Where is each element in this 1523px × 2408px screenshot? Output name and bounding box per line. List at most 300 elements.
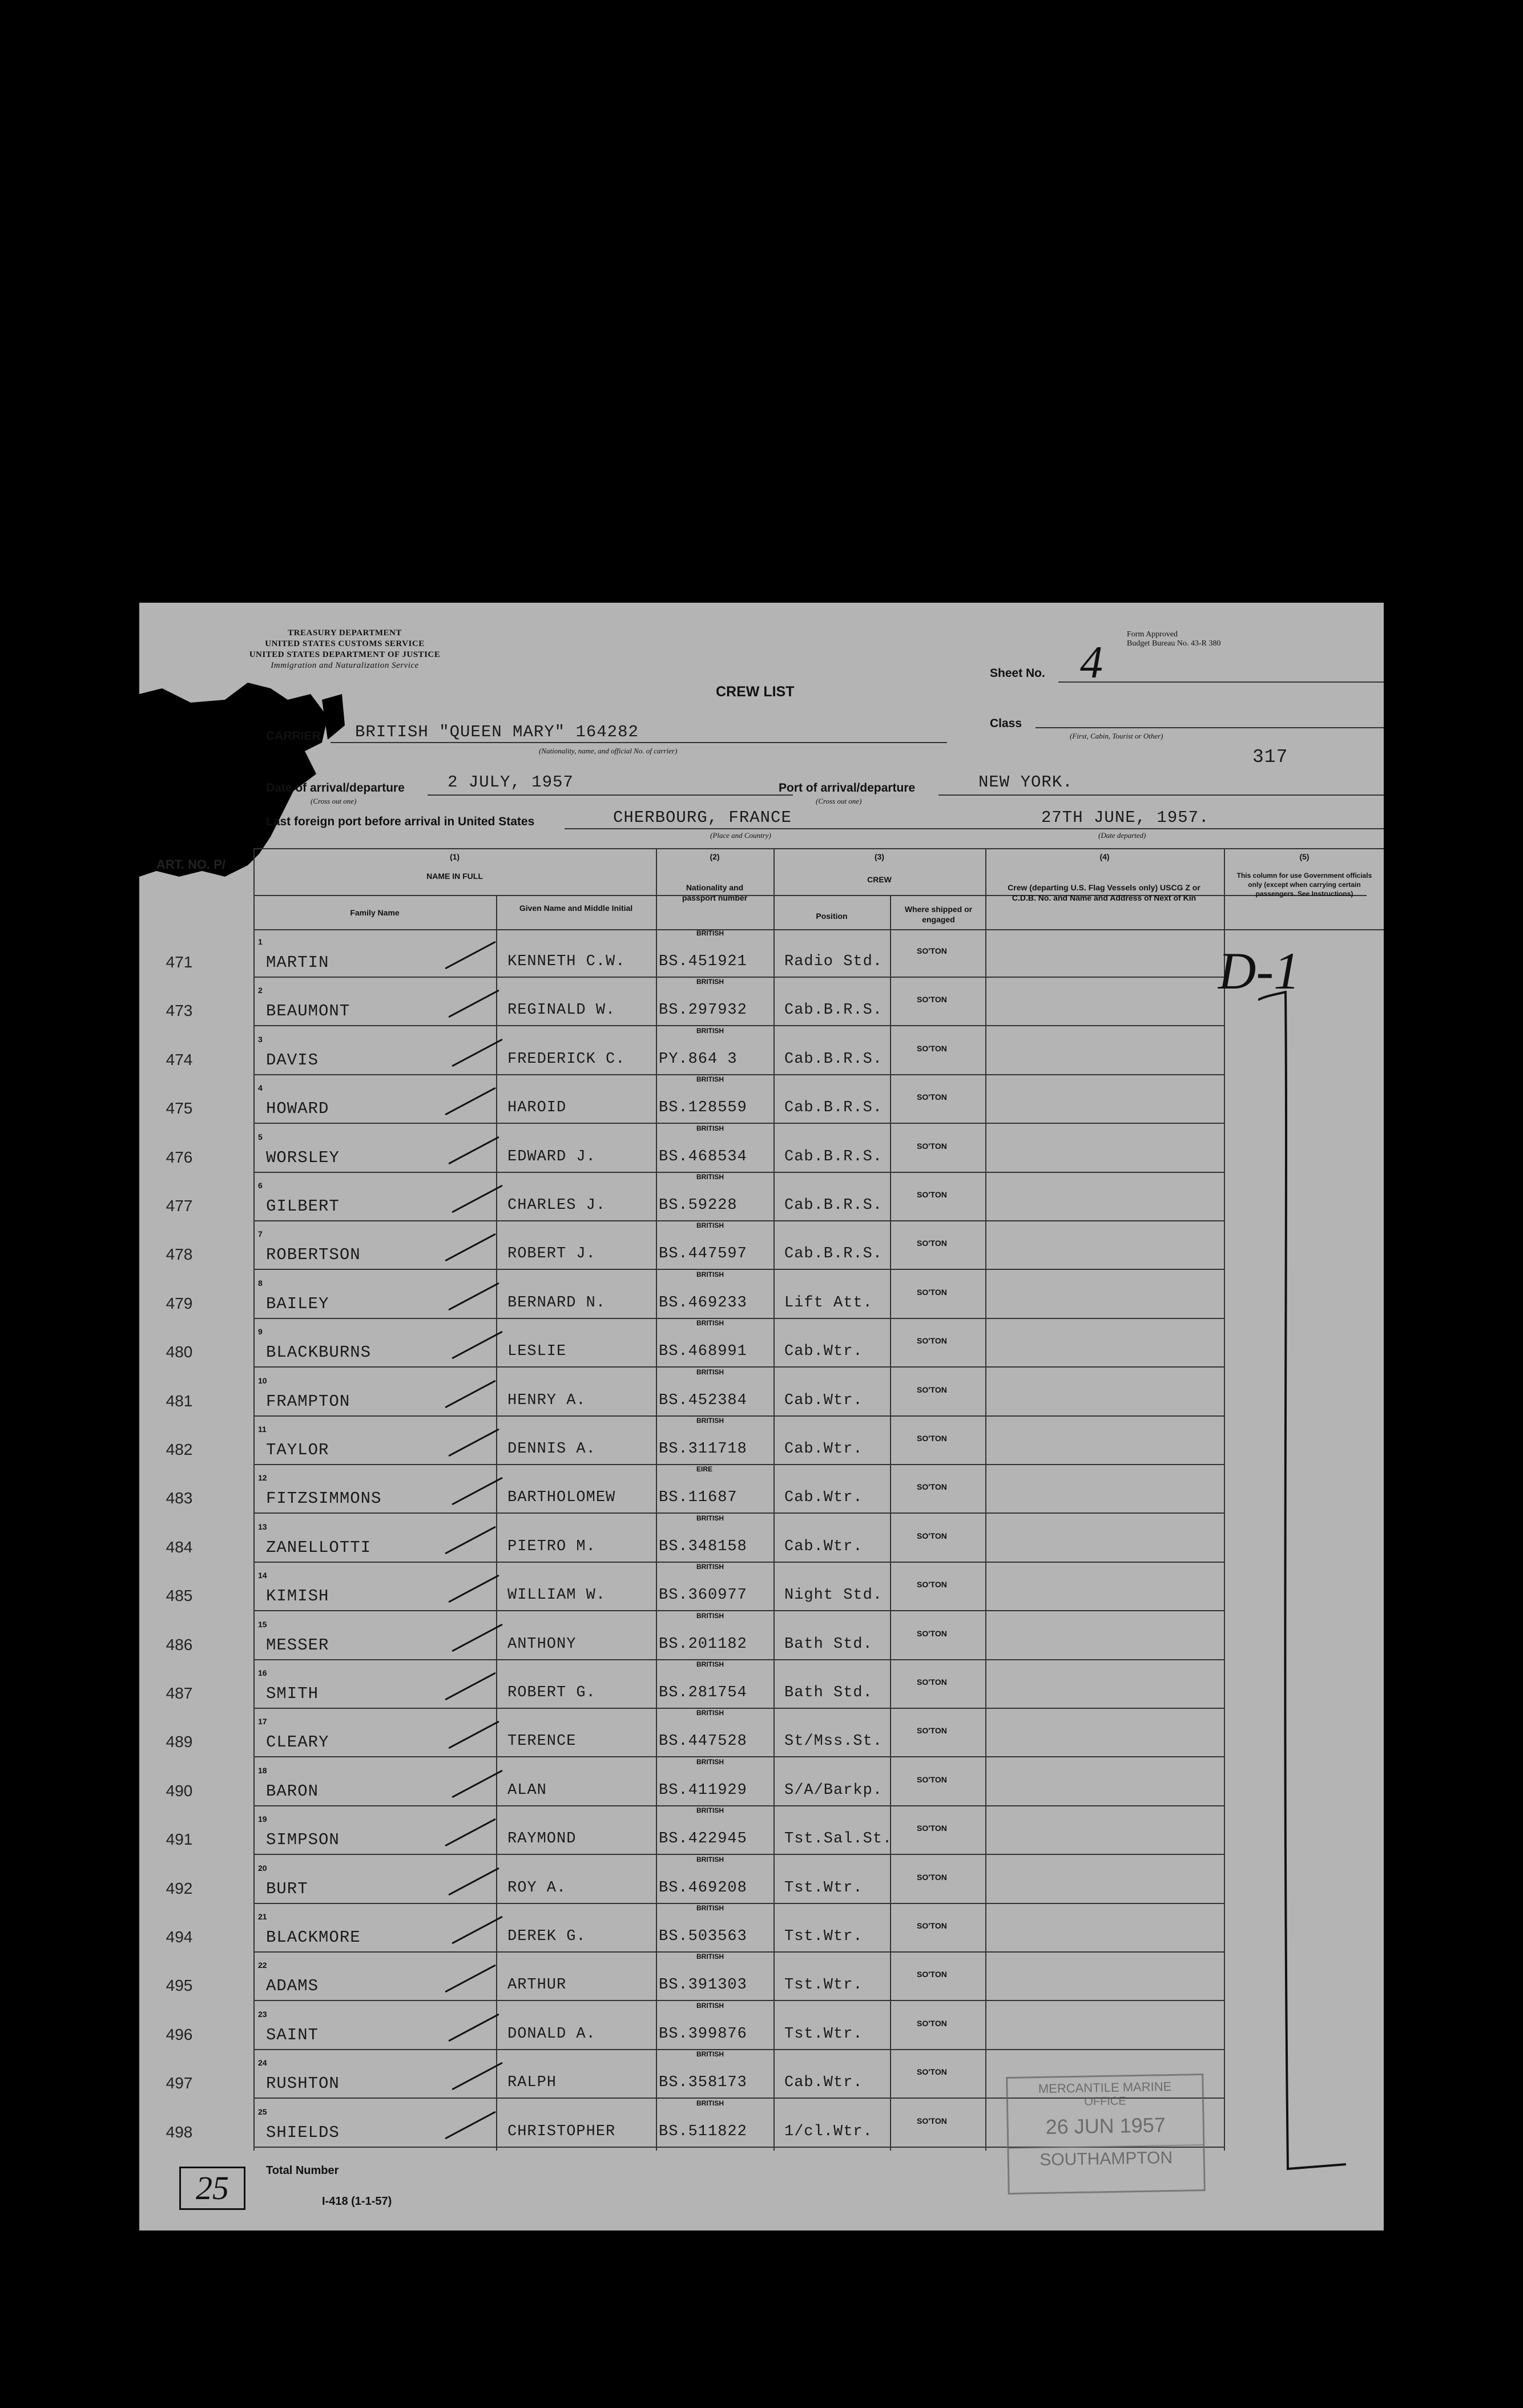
dept-line: Immigration and Naturalization Service bbox=[271, 661, 419, 670]
budget-bureau-text: Budget Bureau No. 43-R 380 bbox=[1127, 639, 1221, 648]
row-line-number: 15 bbox=[258, 1619, 267, 1629]
row-passport-number: BS.411929 bbox=[659, 1781, 747, 1799]
row-line-number: 25 bbox=[258, 2107, 267, 2116]
row-family-name: BARON bbox=[266, 1781, 319, 1801]
check-mark bbox=[445, 1965, 496, 1993]
department-header bbox=[208, 628, 482, 671]
row-passport-number: BS.59228 bbox=[659, 1197, 738, 1214]
table-row bbox=[139, 1319, 1384, 1367]
row-position: Cab.Wtr. bbox=[784, 1538, 863, 1555]
row-position: Bath Std. bbox=[784, 1635, 873, 1653]
table-row bbox=[139, 978, 1384, 1026]
row-nationality: BRITISH bbox=[696, 1660, 724, 1668]
col-crew: CREW bbox=[867, 875, 892, 884]
row-family-name: BURT bbox=[266, 1879, 308, 1898]
col-family-name: Family Name bbox=[350, 908, 400, 917]
row-art-number: 484 bbox=[166, 1538, 193, 1556]
table-row bbox=[139, 1514, 1384, 1562]
date-departed-value: 27TH JUNE, 1957. bbox=[1041, 808, 1210, 827]
row-family-name: FRAMPTON bbox=[266, 1391, 350, 1411]
row-line-number: 2 bbox=[258, 986, 263, 995]
row-given-name: FREDERICK C. bbox=[507, 1050, 626, 1068]
row-given-name: DENNIS A. bbox=[507, 1441, 596, 1458]
row-given-name: CHRISTOPHER bbox=[507, 2123, 616, 2140]
row-nationality: BRITISH bbox=[696, 1173, 724, 1181]
dept-line: UNITED STATES DEPARTMENT OF JUSTICE bbox=[249, 650, 441, 659]
row-passport-number: BS.348158 bbox=[659, 1538, 747, 1555]
row-nationality: BRITISH bbox=[696, 1806, 724, 1815]
col-gov-note: This column for use Government officials only (except when carrying certain passengers. See Instructions) bbox=[1236, 872, 1372, 898]
row-nationality: BRITISH bbox=[696, 1221, 724, 1230]
row-passport-number: PY.864 3 bbox=[659, 1050, 738, 1068]
row-art-number: 478 bbox=[166, 1245, 193, 1264]
row-given-name: PIETRO M. bbox=[507, 1538, 596, 1555]
row-passport-number: BS.311718 bbox=[659, 1441, 747, 1458]
last-port-value: CHERBOURG, FRANCE bbox=[613, 808, 792, 827]
place-hint: (Place and Country) bbox=[710, 831, 771, 840]
mercantile-marine-stamp bbox=[1006, 2074, 1206, 2195]
row-given-name: ROBERT J. bbox=[507, 1245, 596, 1263]
class-label: Class bbox=[990, 717, 1022, 730]
table-row bbox=[139, 1270, 1384, 1318]
row-given-name: HENRY A. bbox=[507, 1391, 586, 1409]
table-row bbox=[139, 1124, 1384, 1172]
col-4-number: (4) bbox=[1099, 852, 1110, 861]
row-where-shipped: SO'TON bbox=[917, 1043, 947, 1053]
row-given-name: REGINALD W. bbox=[507, 1002, 616, 1019]
row-line-number: 9 bbox=[258, 1327, 263, 1337]
table-row bbox=[139, 2002, 1384, 2050]
row-line-number: 22 bbox=[258, 1961, 267, 1970]
row-passport-number: BS.511822 bbox=[659, 2123, 747, 2140]
check-mark bbox=[452, 1038, 503, 1067]
row-where-shipped: SO'TON bbox=[917, 1628, 947, 1638]
date-value: 2 JULY, 1957 bbox=[448, 773, 574, 792]
row-position: Night Std. bbox=[784, 1587, 883, 1604]
row-nationality: BRITISH bbox=[696, 1026, 724, 1035]
row-position: Bath Std. bbox=[784, 1684, 873, 1701]
row-passport-number: BS.281754 bbox=[659, 1684, 747, 1701]
check-mark bbox=[448, 1136, 499, 1164]
row-given-name: RAYMOND bbox=[507, 1830, 577, 1848]
row-position: Lift Att. bbox=[784, 1294, 873, 1312]
row-art-number: 490 bbox=[166, 1781, 193, 1800]
row-family-name: SIMPSON bbox=[266, 1830, 340, 1850]
total-number-value: 25 bbox=[196, 2169, 229, 2207]
row-family-name: CLEARY bbox=[266, 1733, 329, 1752]
row-given-name: DONALD A. bbox=[507, 2025, 596, 2043]
date-crossout-hint: (Cross out one) bbox=[311, 797, 357, 805]
col-5-number: (5) bbox=[1299, 852, 1310, 861]
row-family-name: BLACKBURNS bbox=[266, 1343, 372, 1362]
check-mark bbox=[445, 1087, 496, 1116]
row-family-name: RUSHTON bbox=[266, 2074, 340, 2094]
row-passport-number: BS.468534 bbox=[659, 1148, 747, 1165]
row-position: Tst.Sal.St. bbox=[784, 1830, 893, 1848]
row-family-name: KIMISH bbox=[266, 1587, 329, 1606]
row-position: Cab.B.R.S. bbox=[784, 1099, 883, 1117]
row-where-shipped: SO'TON bbox=[917, 2067, 947, 2077]
table-row bbox=[139, 1953, 1384, 2000]
row-line-number: 12 bbox=[258, 1473, 267, 1483]
row-art-number: 474 bbox=[166, 1050, 193, 1068]
row-nationality: BRITISH bbox=[696, 929, 724, 937]
row-given-name: KENNETH C.W. bbox=[507, 953, 626, 970]
check-mark bbox=[445, 1233, 496, 1262]
sheet-label: Sheet No. bbox=[990, 667, 1045, 680]
row-line-number: 6 bbox=[258, 1181, 263, 1190]
check-mark bbox=[452, 2062, 503, 2091]
row-nationality: BRITISH bbox=[696, 978, 724, 986]
row-family-name: WORSLEY bbox=[266, 1148, 340, 1167]
row-passport-number: BS.447597 bbox=[659, 1245, 747, 1263]
row-art-number: 476 bbox=[166, 1148, 193, 1166]
row-passport-number: BS.201182 bbox=[659, 1635, 747, 1653]
row-where-shipped: SO'TON bbox=[917, 1921, 947, 1930]
row-family-name: ZANELLOTTI bbox=[266, 1538, 372, 1557]
form-id: I-418 (1-1-57) bbox=[322, 2195, 392, 2208]
row-line-number: 17 bbox=[258, 1717, 267, 1727]
form-title: CREW LIST bbox=[716, 684, 795, 700]
row-passport-number: BS.503563 bbox=[659, 1928, 747, 1945]
row-position: Tst.Wtr. bbox=[784, 1879, 863, 1897]
row-art-number: 475 bbox=[166, 1099, 193, 1118]
table-row bbox=[139, 1221, 1384, 1269]
check-mark bbox=[448, 1282, 499, 1310]
row-line-number: 16 bbox=[258, 1668, 267, 1677]
row-family-name: GILBERT bbox=[266, 1197, 340, 1216]
row-nationality: BRITISH bbox=[696, 1563, 724, 1571]
row-given-name: BARTHOLOMEW bbox=[507, 1489, 616, 1507]
check-mark bbox=[452, 1331, 503, 1360]
table-row bbox=[139, 1806, 1384, 1854]
row-nationality: BRITISH bbox=[696, 2050, 724, 2059]
row-nationality: BRITISH bbox=[696, 1417, 724, 1425]
row-art-number: 480 bbox=[166, 1343, 193, 1361]
row-line-number: 1 bbox=[258, 937, 263, 946]
row-given-name: WILLIAM W. bbox=[507, 1587, 606, 1604]
row-line-number: 19 bbox=[258, 1814, 267, 1824]
row-art-number: 471 bbox=[166, 953, 193, 971]
row-line-number: 13 bbox=[258, 1522, 267, 1531]
row-family-name: HOWARD bbox=[266, 1099, 329, 1119]
row-position: Cab.Wtr. bbox=[784, 1489, 863, 1507]
row-line-number: 14 bbox=[258, 1571, 267, 1580]
row-passport-number: BS.451921 bbox=[659, 953, 747, 970]
row-art-number: 496 bbox=[166, 2025, 193, 2043]
row-line-number: 10 bbox=[258, 1376, 267, 1385]
row-nationality: BRITISH bbox=[696, 2001, 724, 2010]
col-name-in-full: NAME IN FULL bbox=[426, 872, 483, 881]
stamp-line-1: MERCANTILE MARINE bbox=[1038, 2079, 1172, 2096]
carrier-label: CARRIER bbox=[266, 729, 321, 743]
row-position: Cab.Wtr. bbox=[784, 1441, 863, 1458]
row-given-name: LESLIE bbox=[507, 1343, 567, 1361]
check-mark bbox=[445, 1526, 496, 1554]
page-number: 317 bbox=[1252, 747, 1288, 768]
table-row bbox=[139, 1612, 1384, 1660]
row-nationality: BRITISH bbox=[696, 1904, 724, 1912]
row-where-shipped: SO'TON bbox=[917, 1580, 947, 1590]
row-passport-number: BS.469233 bbox=[659, 1294, 747, 1312]
check-mark bbox=[448, 990, 499, 1018]
row-position: St/Mss.St. bbox=[784, 1733, 883, 1750]
row-family-name: ROBERTSON bbox=[266, 1245, 361, 1265]
table-row bbox=[139, 929, 1384, 977]
table-row bbox=[139, 1904, 1384, 1952]
row-where-shipped: SO'TON bbox=[917, 946, 947, 955]
check-mark bbox=[452, 1769, 503, 1798]
row-given-name: ROBERT G. bbox=[507, 1684, 596, 1701]
table-row bbox=[139, 1075, 1384, 1123]
row-nationality: BRITISH bbox=[696, 1757, 724, 1766]
row-line-number: 11 bbox=[258, 1425, 267, 1434]
row-line-number: 8 bbox=[258, 1278, 263, 1288]
col5-annotation: D-1 bbox=[1218, 942, 1300, 1000]
row-where-shipped: SO'TON bbox=[917, 1092, 947, 1102]
row-passport-number: BS.360977 bbox=[659, 1587, 747, 1604]
table-row bbox=[139, 1856, 1384, 1903]
row-nationality: BRITISH bbox=[696, 1124, 724, 1132]
date-departed-hint: (Date departed) bbox=[1098, 831, 1146, 840]
row-where-shipped: SO'TON bbox=[917, 1677, 947, 1687]
row-where-shipped: SO'TON bbox=[917, 1824, 947, 1833]
sheet-number: 4 bbox=[1080, 638, 1103, 688]
row-given-name: TERENCE bbox=[507, 1733, 577, 1750]
row-art-number: 491 bbox=[166, 1830, 193, 1849]
stamp-line-2: OFFICE bbox=[1084, 2095, 1126, 2108]
table-row bbox=[139, 1563, 1384, 1611]
row-where-shipped: SO'TON bbox=[917, 1482, 947, 1492]
table-row bbox=[139, 1660, 1384, 1708]
row-art-number: 485 bbox=[166, 1587, 193, 1605]
row-position: Tst.Wtr. bbox=[784, 1977, 863, 1994]
row-family-name: SAINT bbox=[266, 2025, 319, 2044]
row-art-number: 492 bbox=[166, 1879, 193, 1897]
row-where-shipped: SO'TON bbox=[917, 1287, 947, 1297]
table-row bbox=[139, 1709, 1384, 1757]
row-nationality: BRITISH bbox=[696, 1855, 724, 1864]
table-row bbox=[139, 1027, 1384, 1075]
col5-ditto-line bbox=[1258, 991, 1349, 2178]
row-nationality: BRITISH bbox=[696, 1514, 724, 1522]
row-art-number: 477 bbox=[166, 1197, 193, 1215]
row-family-name: BAILEY bbox=[266, 1294, 329, 1313]
row-given-name: BERNARD N. bbox=[507, 1294, 606, 1312]
form-approved bbox=[1127, 630, 1220, 648]
port-label: Port of arrival/departure bbox=[779, 781, 916, 794]
crew-list-document bbox=[139, 603, 1384, 2230]
dept-line: UNITED STATES CUSTOMS SERVICE bbox=[265, 639, 425, 648]
row-position: Tst.Wtr. bbox=[784, 1928, 863, 1945]
row-art-number: 495 bbox=[166, 1977, 193, 1995]
row-position: Cab.Wtr. bbox=[784, 1343, 863, 1361]
check-mark bbox=[445, 1818, 496, 1847]
row-passport-number: BS.468991 bbox=[659, 1343, 747, 1361]
check-mark bbox=[448, 1867, 499, 1895]
row-given-name: ROY A. bbox=[507, 1879, 567, 1897]
dept-line: TREASURY DEPARTMENT bbox=[288, 628, 402, 638]
port-value: NEW YORK. bbox=[978, 773, 1073, 792]
row-where-shipped: SO'TON bbox=[917, 1726, 947, 1736]
col-2-number: (2) bbox=[710, 852, 720, 861]
row-nationality: BRITISH bbox=[696, 1709, 724, 1717]
row-where-shipped: SO'TON bbox=[917, 1872, 947, 1882]
table-row bbox=[139, 1417, 1384, 1465]
row-nationality: BRITISH bbox=[696, 1075, 724, 1084]
check-mark bbox=[452, 1623, 503, 1652]
row-line-number: 20 bbox=[258, 1863, 267, 1873]
check-mark bbox=[452, 1185, 503, 1213]
row-given-name: EDWARD J. bbox=[507, 1148, 596, 1165]
row-where-shipped: SO'TON bbox=[917, 1336, 947, 1346]
row-passport-number: BS.452384 bbox=[659, 1391, 747, 1409]
row-art-number: 494 bbox=[166, 1928, 193, 1946]
row-passport-number: BS.11687 bbox=[659, 1489, 738, 1507]
row-art-number: 482 bbox=[166, 1441, 193, 1458]
row-nationality: BRITISH bbox=[696, 1611, 724, 1620]
row-given-name: DEREK G. bbox=[507, 1928, 586, 1945]
row-nationality: BRITISH bbox=[696, 1319, 724, 1328]
row-position: S/A/Barkp. bbox=[784, 1781, 883, 1799]
row-where-shipped: SO'TON bbox=[917, 2116, 947, 2125]
row-art-number: 489 bbox=[166, 1733, 193, 1751]
table-row bbox=[139, 1173, 1384, 1221]
row-family-name: TAYLOR bbox=[266, 1441, 329, 1459]
row-given-name: HAROID bbox=[507, 1099, 567, 1117]
row-where-shipped: SO'TON bbox=[917, 1190, 947, 1199]
carrier-hint: (Nationality, name, and official No. of carrier) bbox=[539, 747, 678, 755]
row-line-number: 18 bbox=[258, 1765, 267, 1775]
col-crew-note: Crew (departing U.S. Flag Vessels only) USCG Z or C.D.B. No. and Name and Address of Next of Kin bbox=[1008, 883, 1200, 902]
row-given-name: CHARLES J. bbox=[507, 1197, 606, 1214]
row-passport-number: BS.297932 bbox=[659, 1002, 747, 1019]
row-given-name: ARTHUR bbox=[507, 1977, 567, 1994]
col-nationality: Nationality and passport number bbox=[682, 883, 748, 902]
row-where-shipped: SO'TON bbox=[917, 2018, 947, 2028]
row-family-name: FITZSIMMONS bbox=[266, 1489, 382, 1508]
row-position: Cab.B.R.S. bbox=[784, 1197, 883, 1214]
check-mark bbox=[445, 941, 496, 970]
check-mark bbox=[452, 1916, 503, 1945]
row-passport-number: BS.358173 bbox=[659, 2074, 747, 2092]
row-art-number: 498 bbox=[166, 2123, 193, 2141]
row-family-name: SHIELDS bbox=[266, 2123, 340, 2142]
row-where-shipped: SO'TON bbox=[917, 1239, 947, 1248]
row-where-shipped: SO'TON bbox=[917, 1970, 947, 1979]
row-position: Radio Std. bbox=[784, 953, 883, 970]
check-mark bbox=[445, 2111, 496, 2139]
table-row bbox=[139, 1758, 1384, 1806]
total-number-label: Total Number bbox=[266, 2164, 339, 2177]
row-art-number: 479 bbox=[166, 1294, 193, 1312]
row-passport-number: BS.422945 bbox=[659, 1830, 747, 1848]
table-row bbox=[139, 1368, 1384, 1416]
row-family-name: ADAMS bbox=[266, 1977, 319, 1996]
row-given-name: ANTHONY bbox=[507, 1635, 577, 1653]
row-line-number: 23 bbox=[258, 2009, 267, 2019]
stamp-date: 26 JUN 1957 bbox=[1045, 2113, 1166, 2139]
check-mark bbox=[452, 1477, 503, 1506]
row-family-name: BLACKMORE bbox=[266, 1928, 361, 1947]
carrier-value: BRITISH "QUEEN MARY" 164282 bbox=[355, 723, 639, 741]
row-position: Cab.Wtr. bbox=[784, 2074, 863, 2092]
row-line-number: 4 bbox=[258, 1083, 263, 1093]
row-nationality: BRITISH bbox=[696, 1953, 724, 1961]
row-passport-number: BS.469208 bbox=[659, 1879, 747, 1897]
col-1-number: (1) bbox=[449, 852, 460, 861]
row-nationality: BRITISH bbox=[696, 2099, 724, 2107]
row-where-shipped: SO'TON bbox=[917, 1531, 947, 1540]
row-where-shipped: SO'TON bbox=[917, 1141, 947, 1151]
row-family-name: SMITH bbox=[266, 1684, 319, 1703]
row-nationality: EIRE bbox=[696, 1465, 713, 1474]
check-mark bbox=[445, 1380, 496, 1408]
row-line-number: 3 bbox=[258, 1034, 263, 1044]
row-art-number: 473 bbox=[166, 1002, 193, 1020]
class-hint: (First, Cabin, Tourist or Other) bbox=[1070, 732, 1163, 740]
row-nationality: BRITISH bbox=[696, 1270, 724, 1278]
row-art-number: 481 bbox=[166, 1391, 193, 1410]
row-passport-number: BS.447528 bbox=[659, 1733, 747, 1750]
row-position: 1/cl.Wtr. bbox=[784, 2123, 873, 2140]
check-mark bbox=[448, 1429, 499, 1457]
row-nationality: BRITISH bbox=[696, 1368, 724, 1376]
check-mark bbox=[448, 1721, 499, 1749]
row-line-number: 24 bbox=[258, 2058, 267, 2068]
row-family-name: MESSER bbox=[266, 1635, 329, 1655]
row-given-name: ALAN bbox=[507, 1781, 547, 1799]
row-where-shipped: SO'TON bbox=[917, 995, 947, 1005]
row-position: Tst.Wtr. bbox=[784, 2025, 863, 2043]
form-approved-text: Form Approved bbox=[1127, 630, 1178, 639]
row-art-number: 486 bbox=[166, 1635, 193, 1653]
row-position: Cab.B.R.S. bbox=[784, 1245, 883, 1263]
col-art: ART. NO. P/ bbox=[156, 857, 226, 872]
stamp-place: SOUTHAMPTON bbox=[1009, 2144, 1203, 2171]
row-family-name: DAVIS bbox=[266, 1050, 319, 1070]
date-label: Date of arrival/departure bbox=[266, 781, 405, 794]
row-art-number: 483 bbox=[166, 1489, 193, 1507]
row-position: Cab.B.R.S. bbox=[784, 1050, 883, 1068]
table-row bbox=[139, 1465, 1384, 1513]
row-passport-number: BS.399876 bbox=[659, 2025, 747, 2043]
row-line-number: 7 bbox=[258, 1229, 263, 1239]
col-where-shipped: Where shipped or engaged bbox=[904, 905, 973, 924]
row-given-name: RALPH bbox=[507, 2074, 557, 2092]
check-mark bbox=[448, 2013, 499, 2042]
check-mark bbox=[445, 1672, 496, 1701]
check-mark bbox=[448, 1575, 499, 1603]
row-position: Cab.B.R.S. bbox=[784, 1002, 883, 1019]
row-passport-number: BS.391303 bbox=[659, 1977, 747, 1994]
row-line-number: 21 bbox=[258, 1912, 267, 1921]
row-where-shipped: SO'TON bbox=[917, 1774, 947, 1784]
row-where-shipped: SO'TON bbox=[917, 1434, 947, 1443]
col-3-number: (3) bbox=[874, 852, 885, 861]
row-line-number: 5 bbox=[258, 1132, 263, 1142]
row-family-name: BEAUMONT bbox=[266, 1002, 350, 1021]
row-art-number: 487 bbox=[166, 1684, 193, 1702]
row-position: Cab.Wtr. bbox=[784, 1391, 863, 1409]
row-family-name: MARTIN bbox=[266, 953, 329, 972]
row-position: Cab.B.R.S. bbox=[784, 1148, 883, 1165]
row-art-number: 497 bbox=[166, 2074, 193, 2092]
total-number-box bbox=[179, 2167, 245, 2210]
row-passport-number: BS.128559 bbox=[659, 1099, 747, 1117]
port-crossout-hint: (Cross out one) bbox=[816, 797, 862, 805]
col-given-name: Given Name and Middle Initial bbox=[519, 903, 633, 913]
